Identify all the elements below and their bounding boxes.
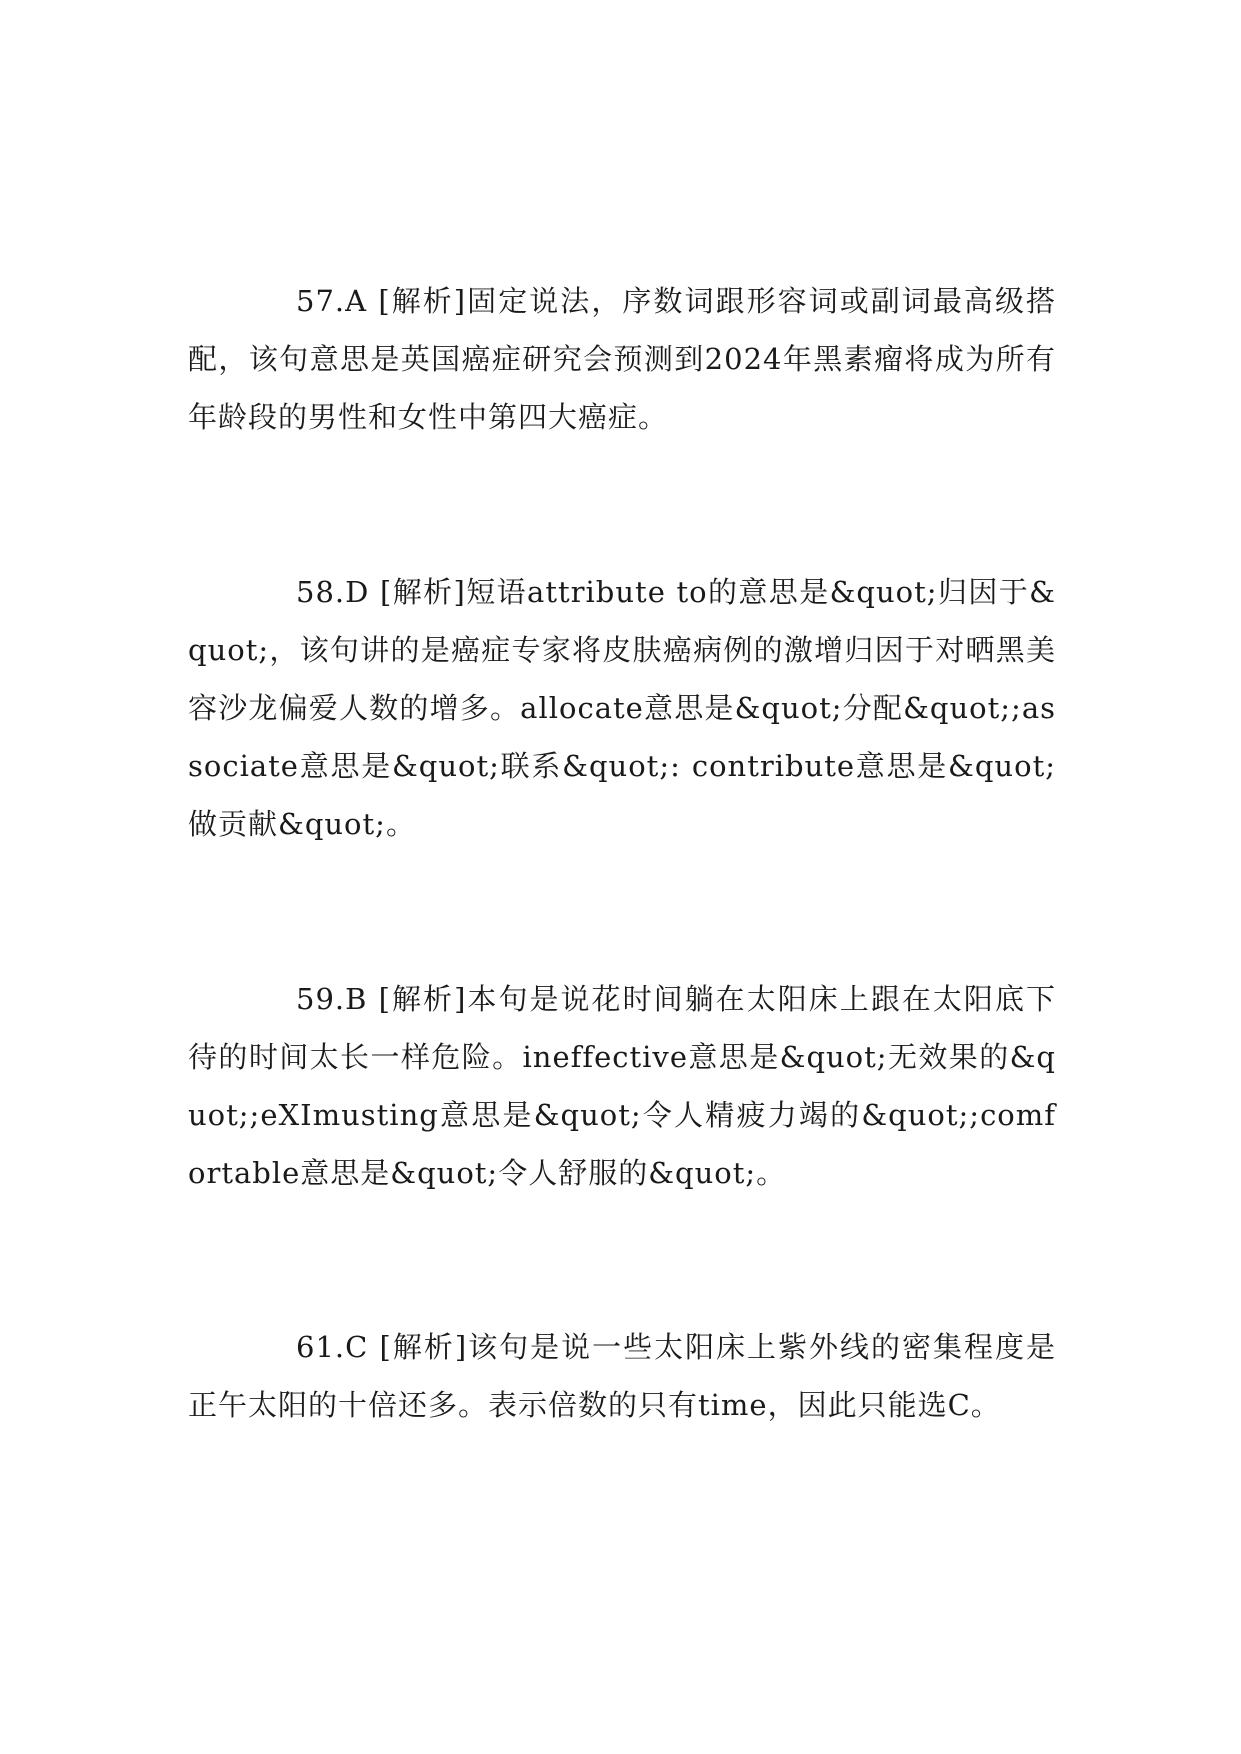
answer-paragraph-58: 58.D [解析]短语attribute to的意思是&quot;归因于&quot;，该句讲的是癌症专家将皮肤癌病例的激增归因于对晒黑美容沙龙偏爱人数的增多。allocate意思是&quot;分配&quot;;associate意思是&quot;联系&quot;: contribute意思是&quot;做贡献&quot;。 bbox=[188, 575, 1056, 841]
answer-paragraph-59: 59.B [解析]本句是说花时间躺在太阳床上跟在太阳底下待的时间太长一样危险。ineffective意思是&quot;无效果的&quot;;eXImusting意思是&quot;令人精疲力竭的&quot;;comfortable意思是&quot;令人舒服的&quot;。 bbox=[188, 982, 1056, 1190]
answer-paragraph-57: 57.A [解析]固定说法，序数词跟形容词或副词最高级搭配，该句意思是英国癌症研究会预测到2024年黑素瘤将成为所有年龄段的男性和女性中第四大癌症。 bbox=[188, 284, 1056, 434]
answer-paragraph-61: 61.C [解析]该句是说一些太阳床上紫外线的密集程度是正午太阳的十倍还多。表示倍数的只有time，因此只能选C。 bbox=[188, 1330, 1056, 1422]
